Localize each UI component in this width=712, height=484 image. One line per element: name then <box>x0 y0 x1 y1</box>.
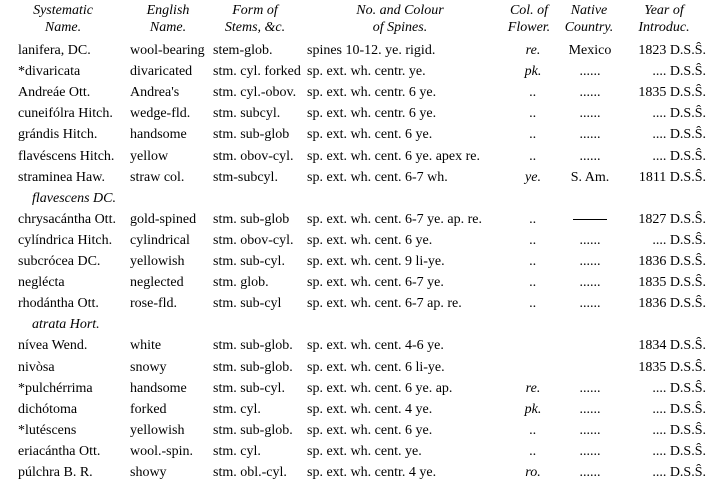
stem-form: stm. sub-glob. <box>213 422 293 438</box>
year-introduced: .... D.S.Ŝ. <box>652 465 706 480</box>
flower-colour: .. <box>529 296 537 312</box>
species-name: dichótoma <box>18 401 78 417</box>
stem-form: stm. obl.-cyl. <box>213 465 287 480</box>
spines-description: sp. ext. wh. cent. 6 ye. apex re. <box>307 148 480 164</box>
header-year-line2: Introduc. <box>638 20 690 35</box>
year-introduced: .... D.S.Ŝ. <box>652 443 706 459</box>
spines-description: sp. ext. wh. centr. 6 ye. <box>307 106 437 122</box>
english-name: handsome <box>130 127 187 143</box>
species-name: *divaricata <box>18 64 81 80</box>
spines-description: spines 10-12. ye. rigid. <box>307 43 436 58</box>
table-row <box>0 251 712 272</box>
table-row <box>0 272 712 293</box>
spines-description: sp. ext. wh. centr. 6 ye. <box>307 85 437 101</box>
english-name: wool.-spin. <box>130 443 193 459</box>
year-introduced: 1811 D.S.Ŝ. <box>638 169 706 185</box>
flower-colour: .. <box>529 211 537 227</box>
native-country: ...... <box>579 296 601 312</box>
flower-colour: .. <box>529 232 537 248</box>
year-introduced: .... D.S.Ŝ. <box>652 401 706 417</box>
header-english <box>118 2 218 36</box>
native-country: ...... <box>579 380 601 396</box>
english-name: gold-spined <box>130 211 197 227</box>
flower-colour: .. <box>529 148 537 164</box>
native-country: Mexico <box>568 43 612 58</box>
spines-description: sp. ext. wh. cent. 6 ye. <box>307 422 433 438</box>
species-name: nívea Wend. <box>18 338 88 354</box>
header-spines-line2: of Spines. <box>372 20 428 35</box>
stem-form: stm. glob. <box>213 275 269 291</box>
year-introduced: .... D.S.Ŝ. <box>652 422 706 438</box>
header-stems-line1: Form of <box>232 3 278 18</box>
english-name: straw col. <box>130 169 185 185</box>
flower-colour: re. <box>525 380 541 396</box>
stem-form: stm. cyl. <box>213 443 261 459</box>
stem-form: stm. subcyl. <box>213 106 281 122</box>
table-row <box>0 441 712 462</box>
spines-description: sp. ext. wh. cent. 9 li-ye. <box>307 254 445 269</box>
table-row <box>0 40 712 61</box>
native-country: ...... <box>579 422 601 438</box>
header-flower <box>500 2 558 36</box>
english-name: forked <box>130 401 167 417</box>
synonym-name: flavescens DC. <box>32 190 116 206</box>
header-english-line2: Name. <box>149 20 187 35</box>
species-name: neglécta <box>18 275 65 291</box>
species-name: subcrócea DC. <box>18 254 101 269</box>
flower-colour: .. <box>529 106 537 122</box>
flower-colour: .. <box>529 443 537 459</box>
table-row <box>0 167 712 188</box>
stem-form: stm. sub-glob. <box>213 359 293 375</box>
native-country: ...... <box>579 401 601 417</box>
flower-colour: ro. <box>525 465 541 480</box>
year-introduced: 1827 D.S.Ŝ. <box>638 211 706 227</box>
spines-description: sp. ext. wh. centr. ye. <box>307 64 426 80</box>
species-name: nivòsa <box>18 359 55 375</box>
header-english-line1: English <box>146 3 190 18</box>
spines-description: sp. ext. wh. cent. 6 ye. ap. <box>307 380 453 396</box>
english-name: showy <box>130 465 167 480</box>
table-row <box>0 124 712 145</box>
year-introduced: 1835 D.S.Ŝ. <box>638 85 706 101</box>
header-flower-line2: Flower. <box>507 20 551 35</box>
flower-colour: .. <box>529 422 537 438</box>
table-row <box>0 335 712 356</box>
stem-form: stm. cyl.-obov. <box>213 85 297 101</box>
header-country <box>558 2 620 36</box>
spines-description: sp. ext. wh. cent. 6 li-ye. <box>307 359 445 375</box>
species-name: cuneifólra Hitch. <box>18 106 113 122</box>
flower-colour: .. <box>529 275 537 291</box>
header-stems-line2: Stems, &c. <box>224 20 286 35</box>
english-name: wool-bearing <box>130 43 205 58</box>
table-row <box>0 378 712 399</box>
year-introduced: 1836 D.S.Ŝ. <box>638 254 706 269</box>
table-row <box>0 146 712 167</box>
year-introduced: .... D.S.Ŝ. <box>652 232 706 248</box>
table-row <box>0 61 712 82</box>
stem-form: stm-subcyl. <box>213 169 278 185</box>
stem-form: stm. cyl. forked <box>213 64 301 80</box>
native-country <box>560 211 620 228</box>
header-country-line1: Native <box>570 3 608 18</box>
year-introduced: .... D.S.Ŝ. <box>652 64 706 80</box>
year-introduced: .... D.S.Ŝ. <box>652 148 706 164</box>
english-name: neglected <box>130 275 184 291</box>
year-introduced: 1834 D.S.Ŝ. <box>638 338 706 354</box>
year-introduced: .... D.S.Ŝ. <box>652 380 706 396</box>
flower-colour: re. <box>525 43 541 58</box>
table-row <box>0 462 712 483</box>
spines-description: sp. ext. wh. cent. 6-7 ye. <box>307 275 444 291</box>
species-name: chrysacántha Ott. <box>18 211 116 227</box>
native-country: ...... <box>579 254 601 269</box>
native-country: ...... <box>579 85 601 101</box>
flower-colour: .. <box>529 85 537 101</box>
native-country: S. Am. <box>570 169 610 185</box>
stem-form: stm. sub-glob. <box>213 338 293 354</box>
stem-form: stm. obov-cyl. <box>213 148 294 164</box>
spines-description: sp. ext. wh. cent. 4-6 ye. <box>307 338 444 354</box>
spines-description: sp. ext. wh. centr. 4 ye. <box>307 465 437 480</box>
species-name: straminea Haw. <box>18 169 105 185</box>
stem-form: stm. obov-cyl. <box>213 232 294 248</box>
flower-colour: ye. <box>525 169 541 185</box>
table-row <box>0 230 712 251</box>
header-name-line1: Systematic <box>33 3 93 18</box>
english-name: cylindrical <box>130 232 190 248</box>
english-name: divaricated <box>130 64 193 80</box>
native-country: ...... <box>579 443 601 459</box>
header-year <box>622 2 706 36</box>
flower-colour: pk. <box>524 64 542 80</box>
species-name: *lutéscens <box>18 422 77 438</box>
year-introduced: 1835 D.S.Ŝ. <box>638 275 706 291</box>
table-row <box>0 357 712 378</box>
native-country: ...... <box>579 127 601 143</box>
stem-form: stm. cyl. <box>213 401 261 417</box>
spines-description: sp. ext. wh. cent. ye. <box>307 443 422 459</box>
english-name: yellowish <box>130 254 185 269</box>
spines-description: sp. ext. wh. cent. 6-7 wh. <box>307 169 448 185</box>
english-name: yellowish <box>130 422 185 438</box>
english-name: Andrea's <box>130 85 180 101</box>
dash-rule <box>573 219 607 220</box>
header-spines-line1: No. and Colour <box>356 3 444 18</box>
english-name: rose-fld. <box>130 296 178 312</box>
table-row <box>0 103 712 124</box>
native-country: ...... <box>579 106 601 122</box>
english-name: wedge-fld. <box>130 106 191 122</box>
english-name: white <box>130 338 162 354</box>
species-name: eriacántha Ott. <box>18 443 101 459</box>
spines-description: sp. ext. wh. cent. 4 ye. <box>307 401 433 417</box>
year-introduced: 1823 D.S.Ŝ. <box>638 43 706 58</box>
year-introduced: 1835 D.S.Ŝ. <box>638 359 706 375</box>
table-row <box>0 293 712 314</box>
year-introduced: .... D.S.Ŝ. <box>652 106 706 122</box>
flower-colour: .. <box>529 254 537 269</box>
english-name: handsome <box>130 380 187 396</box>
synonym-row <box>0 188 712 209</box>
english-name: snowy <box>130 359 167 375</box>
stem-form: stem-glob. <box>213 43 273 58</box>
stem-form: stm. sub-cyl <box>213 296 282 312</box>
stem-form: stm. sub-cyl. <box>213 254 285 269</box>
species-name: púlchra B. R. <box>18 465 93 480</box>
english-name: yellow <box>130 148 169 164</box>
stem-form: stm. sub-cyl. <box>213 380 285 396</box>
native-country: ...... <box>579 275 601 291</box>
header-year-line1: Year of <box>644 3 684 18</box>
table-row <box>0 209 712 230</box>
stem-form: stm. sub-glob <box>213 211 290 227</box>
spines-description: sp. ext. wh. cent. 6-7 ye. ap. re. <box>307 211 482 227</box>
spines-description: sp. ext. wh. cent. 6 ye. <box>307 127 433 143</box>
synonym-name: atrata Hort. <box>32 317 100 333</box>
stem-form: stm. sub-glob <box>213 127 290 143</box>
species-name: lanifera, DC. <box>18 43 91 58</box>
flower-colour: pk. <box>524 401 542 417</box>
spines-description: sp. ext. wh. cent. 6 ye. <box>307 232 433 248</box>
table-row <box>0 420 712 441</box>
header-name <box>0 2 126 36</box>
native-country: ...... <box>579 465 601 480</box>
species-name: rhodántha Ott. <box>18 296 99 312</box>
header-country-line2: Country. <box>564 20 614 35</box>
flower-colour: .. <box>529 127 537 143</box>
header-stems <box>205 2 305 36</box>
species-name: Andreáe Ott. <box>18 85 91 101</box>
header-name-line2: Name. <box>44 20 82 35</box>
year-introduced: 1836 D.S.Ŝ. <box>638 296 706 312</box>
header-flower-line1: Col. of <box>509 3 549 18</box>
native-country: ...... <box>579 232 601 248</box>
header-spines <box>330 2 470 36</box>
table-row <box>0 82 712 103</box>
native-country: ...... <box>579 148 601 164</box>
native-country: ...... <box>579 64 601 80</box>
year-introduced: .... D.S.Ŝ. <box>652 127 706 143</box>
species-name: flavéscens Hitch. <box>18 148 115 164</box>
spines-description: sp. ext. wh. cent. 6-7 ap. re. <box>307 296 462 312</box>
species-name: *pulchérrima <box>18 380 93 396</box>
species-name: grándis Hitch. <box>18 127 98 143</box>
species-name: cylíndrica Hitch. <box>18 232 113 248</box>
table-row <box>0 399 712 420</box>
synonym-row <box>0 314 712 335</box>
